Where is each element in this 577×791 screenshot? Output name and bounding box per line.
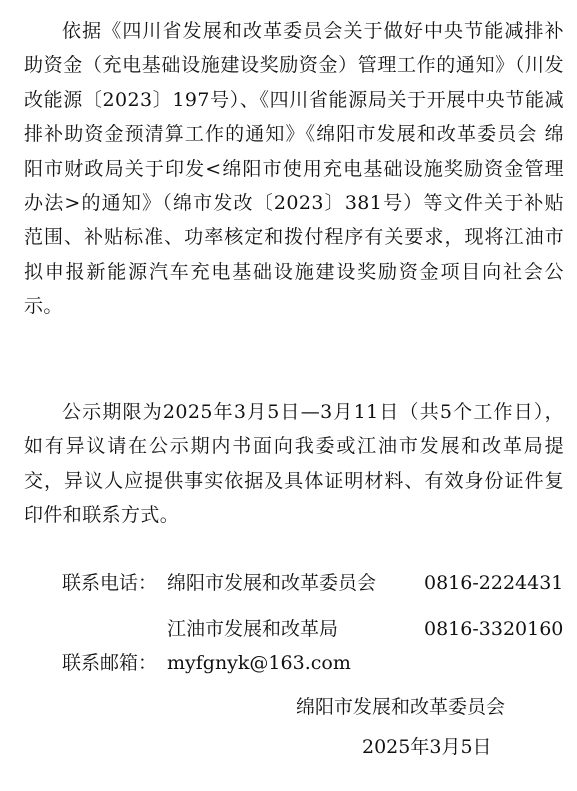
notice-paragraph-basis: 依据《四川省发展和改革委员会关于做好中央节能减排补助资金（充电基础设施建设奖励资金）管理工作的通知》（川发改能源〔2023〕197号）、《四川省能源局关于开展中央节能减排补助资金预清算工作的通知》《绵阳市发展和改革委员会 绵阳市财政局关于印发<绵阳市使用充电基础设施奖励资金管理办法>的通知》（绵市发改〔2023〕381号）等文件关于补贴范围、补贴标准、功率核定和拨付程序有关要求，现将江油市拟申报新能源汽车充电基础设施建设奖励资金项目向社会公示。 bbox=[24, 20, 564, 318]
signature-date: 2025年3月5日 bbox=[362, 736, 492, 758]
contact-email-value: myfgnyk@163.com bbox=[167, 652, 351, 674]
contact-phone-number-mianyang: 0816-2224431 bbox=[424, 572, 564, 594]
contact-phone-label: 联系电话： bbox=[62, 572, 158, 594]
contact-phone-number-jiangyou: 0816-3320160 bbox=[424, 618, 564, 640]
signature-organization: 绵阳市发展和改革委员会 bbox=[296, 696, 506, 718]
contact-phone-org-jiangyou: 江油市发展和改革局 bbox=[167, 618, 339, 640]
notice-paragraph-period: 公示期限为2025年3月5日—3月11日（共5个工作日），如有异议请在公示期内书面向我委或江油市发展和改革局提交，异议人应提供事实依据及具体证明材料、有效身份证件复印件和联系方式。 bbox=[24, 401, 564, 527]
contact-email-label: 联系邮箱： bbox=[62, 652, 158, 674]
contact-phone-org-mianyang: 绵阳市发展和改革委员会 bbox=[167, 572, 377, 594]
